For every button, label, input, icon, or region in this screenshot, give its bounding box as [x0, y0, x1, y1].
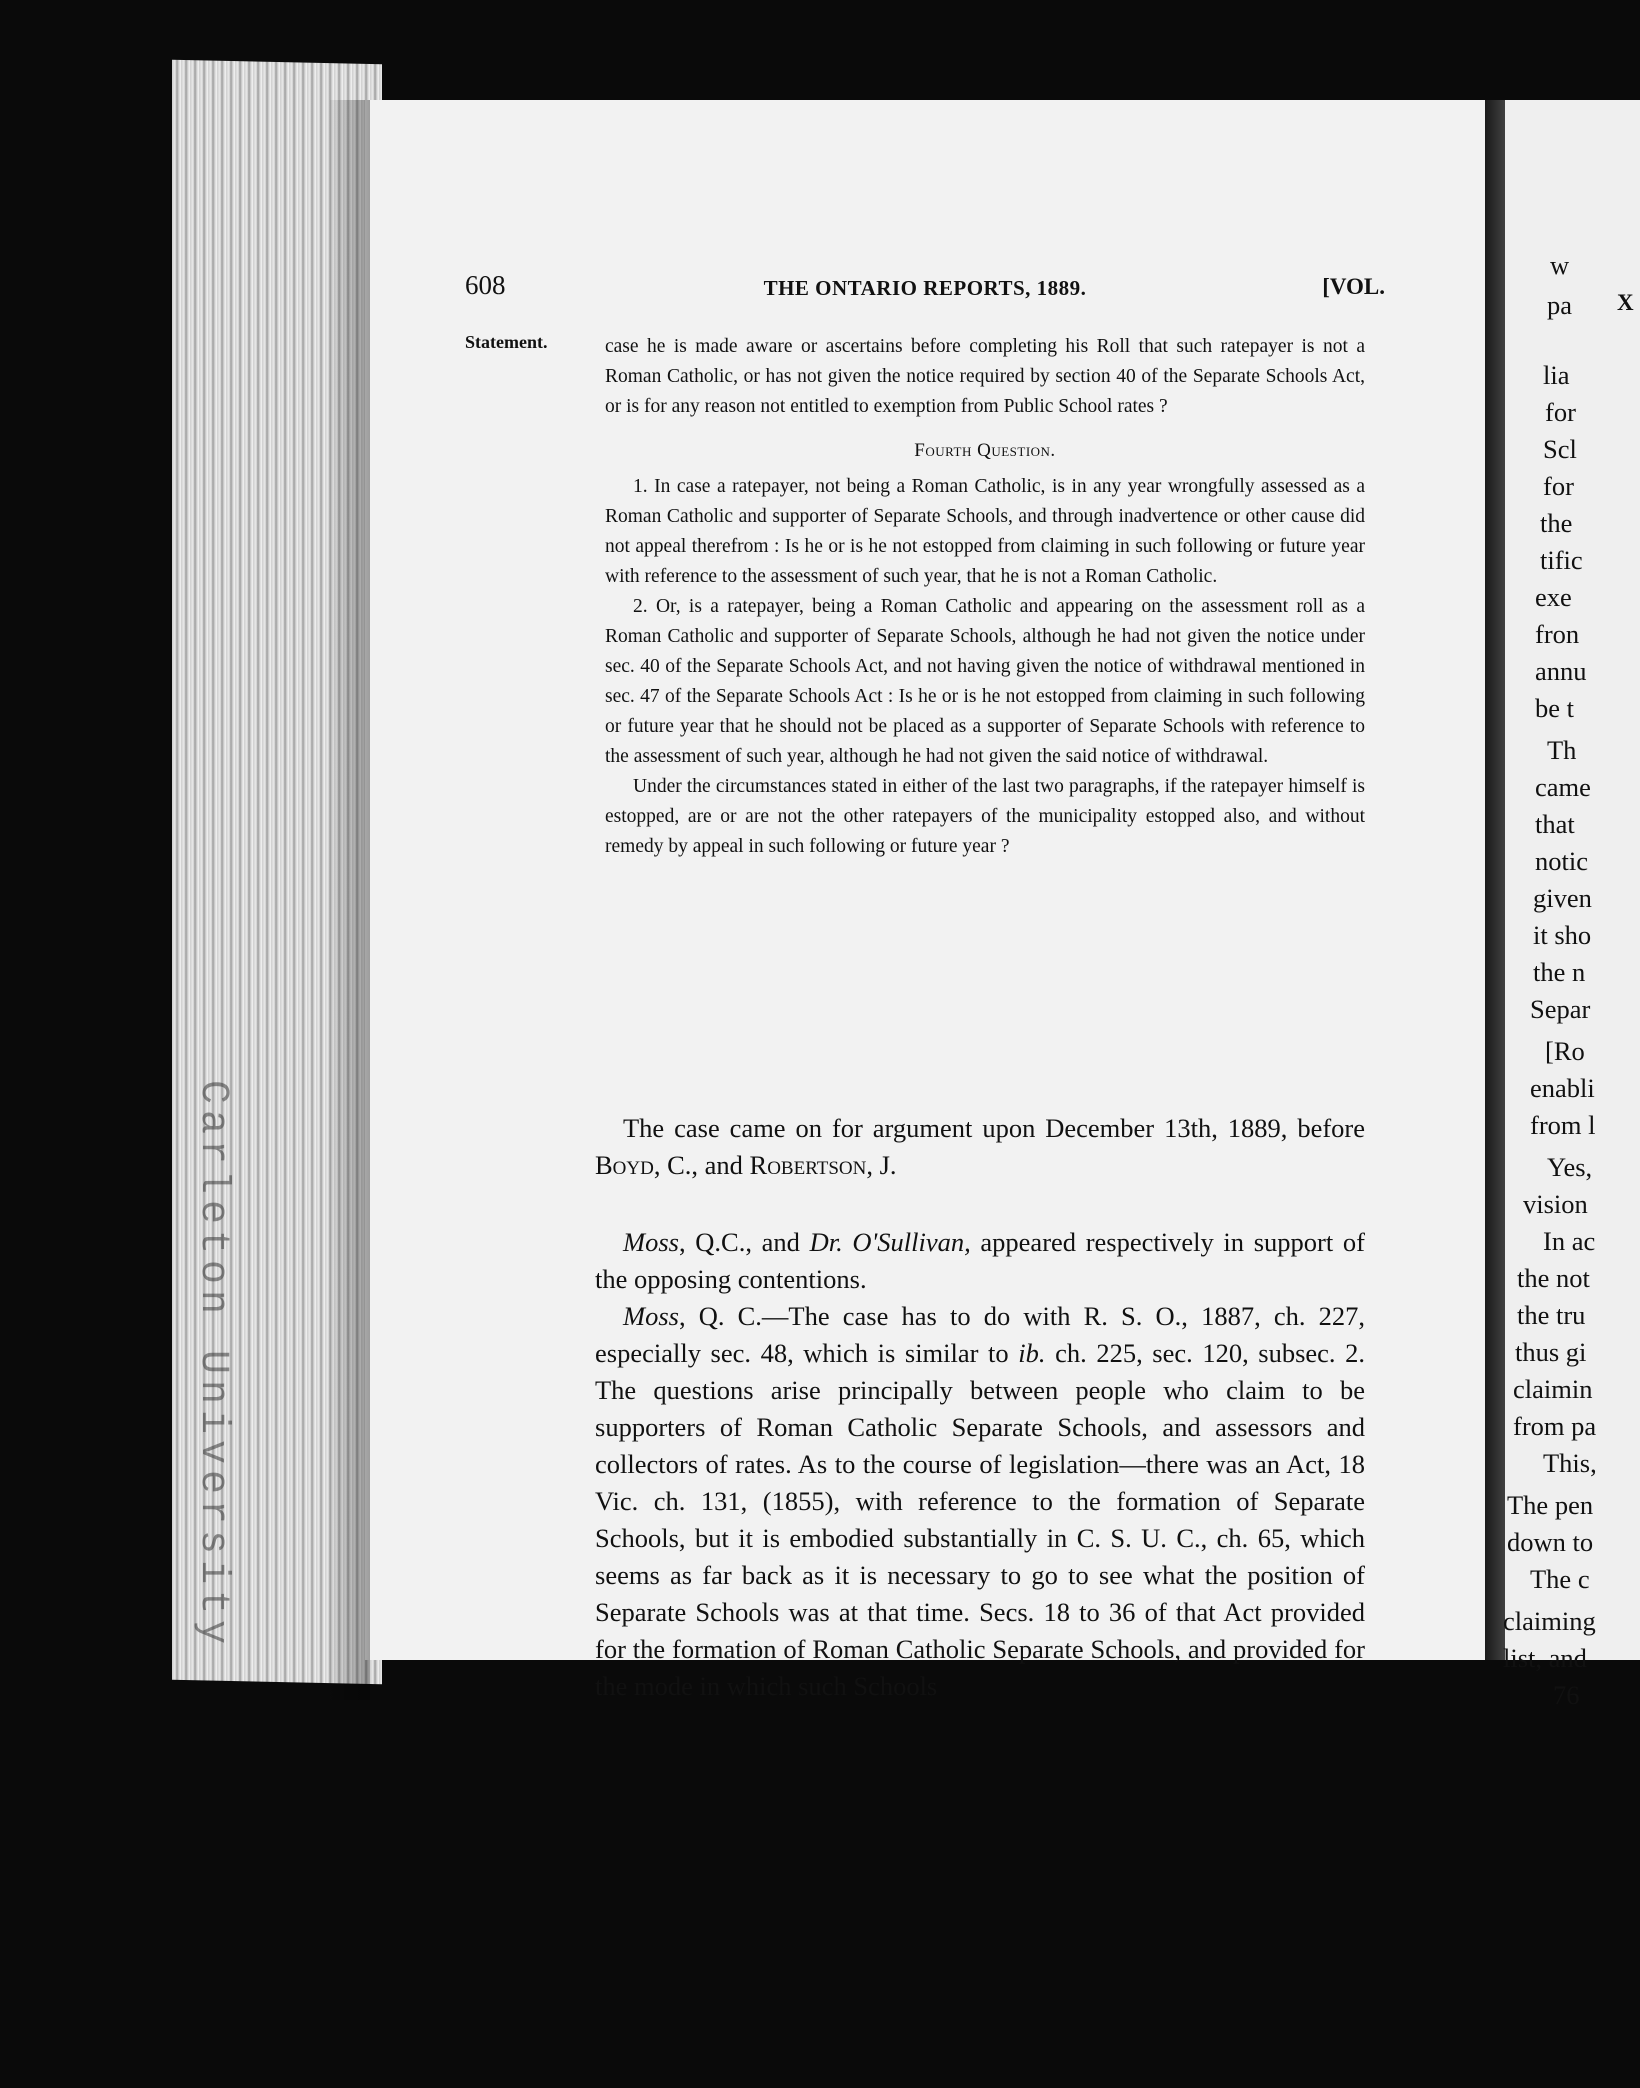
right-page-line: vision [1523, 1189, 1588, 1219]
right-page-line: notic [1535, 846, 1588, 876]
volume-label: [VOL. [1322, 274, 1385, 299]
section-heading: Fourth Question. [914, 440, 1056, 461]
right-page-line: given [1533, 883, 1592, 913]
left-book-page [365, 100, 1485, 1701]
right-page-line: w [1550, 250, 1570, 280]
counsel-osullivan: Dr. O'Sullivan, [809, 1227, 971, 1257]
counsel-paragraph: Moss, Q.C., and Dr. O'Sullivan, appeared respectively in support of the opposing contentions. [595, 1227, 1365, 1294]
right-page-line: fron [1535, 619, 1580, 649]
journal-title: THE ONTARIO REPORTS, 1889. [763, 276, 1087, 300]
right-book-page-fragment [1503, 100, 1640, 1710]
right-page-line: [Ro [1545, 1036, 1585, 1066]
question-paragraph-3: Under the circumstances stated in either of the last two paragraphs, if the ratepayer himself is estopped, are or are not the other ratepayers of the municipality estopped also, and without remedy by appeal in such following or future year ? [605, 776, 1365, 857]
side-note-statement: Statement. [465, 332, 548, 352]
right-page-line: list, and [1503, 1643, 1587, 1673]
hearing-paragraph: The case came on for argument upon December 13th, 1889, before Boyd, C., and Robertson, J. [595, 1113, 1365, 1180]
right-page-line: from l [1530, 1110, 1596, 1140]
right-page-line: enabli [1530, 1073, 1595, 1103]
statement-paragraph: case he is made aware or ascertains before completing his Roll that such ratepayer is not a Roman Catholic, or has not given the notice required by section 40 of the Separate Schools Act, or is for any reason not entitled to exemption from Public School rates ? [605, 336, 1365, 417]
argument-text [595, 1110, 1365, 1705]
right-page-line: This, [1543, 1448, 1597, 1478]
library-stamp [0, 1080, 235, 1170]
right-page-line: In ac [1543, 1226, 1596, 1256]
running-head [465, 270, 1385, 320]
right-page-line: for [1545, 397, 1576, 427]
book-gutter [1485, 100, 1507, 1660]
right-page-line: 76 [1553, 1680, 1580, 1710]
right-page-line: for [1543, 471, 1574, 501]
right-page-line: exe [1535, 582, 1572, 612]
right-page-line: Scl [1543, 434, 1577, 464]
right-page-line: the [1540, 508, 1573, 538]
right-page-line: it sho [1533, 920, 1592, 950]
right-page-line: The c [1530, 1564, 1590, 1594]
right-page-line: Yes, [1547, 1152, 1593, 1182]
argument-speaker: Moss [623, 1301, 679, 1331]
right-page-line: the not [1517, 1263, 1590, 1293]
right-page-line: the tru [1517, 1300, 1586, 1330]
right-page-line: Th [1547, 735, 1577, 765]
right-page-line: the n [1533, 957, 1586, 987]
right-page-line: Separ [1530, 994, 1591, 1024]
question-paragraph-1: 1. In case a ratepayer, not being a Roman Catholic, is in any year wrongfully assessed as a Roman Catholic and supporter of Separate Schools, and through inadvertence or other cause did not appeal therefrom : Is he or is he not estopped from claiming in such following or future year with reference to the assessment of such year, that he is not a Roman Catholic. [605, 476, 1365, 587]
question-paragraph-2: 2. Or, is a ratepayer, being a Roman Catholic and appearing on the assessment roll as a Roman Catholic and supporter of Separate Schools, although he had not given the notice under sec. 40 of the Separate Schools Act, and not having given the notice of withdrawal mentioned in sec. 47 of the Separate Schools Act : Is he or is he not estopped from claiming in such following or future year that he should not be placed as a supporter of Separate Schools with reference to the assessment of such year, although he had not given the said notice of withdrawal. [605, 596, 1365, 767]
right-page-line: thus gi [1515, 1337, 1587, 1367]
page-number: 608 [465, 270, 506, 300]
right-page-line: be t [1535, 693, 1574, 723]
right-page-line: that [1535, 809, 1575, 839]
statement-text [605, 332, 1365, 862]
right-page-line: lia [1543, 360, 1570, 390]
spine-shadow [330, 100, 370, 1700]
right-page-line: down to [1507, 1527, 1594, 1557]
right-page-line: tific [1540, 545, 1583, 575]
right-page-line: came [1535, 772, 1591, 802]
right-page-line: annu [1535, 656, 1587, 686]
right-page-line: pa [1547, 290, 1573, 320]
right-page-line: claiming [1503, 1606, 1596, 1636]
right-page-line: The pen [1507, 1490, 1594, 1520]
right-page-line: from pa [1513, 1411, 1597, 1441]
right-running-head: X [1617, 290, 1634, 315]
argument-paragraph: Moss, Q. C.—The case has to do with R. S. O., 1887, ch. 227, especially sec. 48, which is similar to ib. ch. 225, sec. 120, subsec. 2. The questions arise principally between people who claim to be supporters of Roman Catholic Separate Schools, and assessors and collectors of rates. As to the course of legislation—there was an Act, 18 Vic. ch. 131, (1855), with reference to the formation of Separate Schools, but it is embodied substantially in C. S. U. C., ch. 65, which seems as far back as it is necessary to go to see what the position of Separate Schools was at that time. Secs. 18 to 36 of that Act provided for the formation of Roman Catholic Separate Schools, and provided for the mode in which such Schools [595, 1301, 1366, 1701]
judge-robertson: Robertson [749, 1150, 867, 1180]
counsel-moss: Moss [623, 1227, 679, 1257]
judge-boyd: Boyd [595, 1150, 654, 1180]
right-page-line: claimin [1513, 1374, 1593, 1404]
